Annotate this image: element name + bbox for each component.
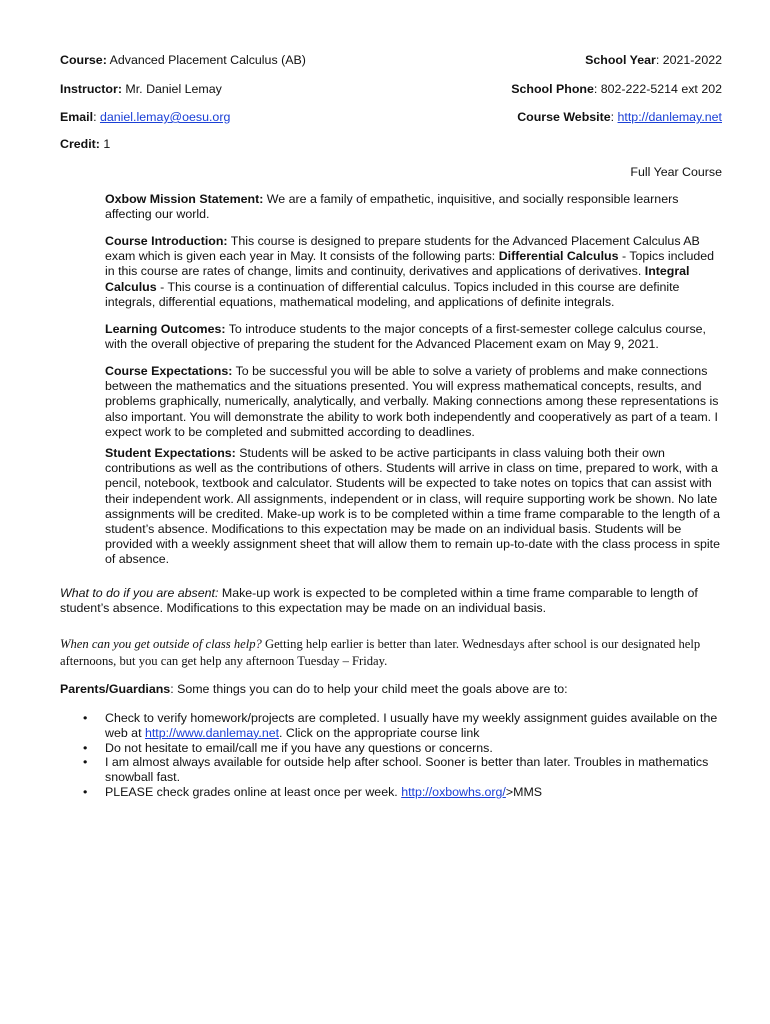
item-text-tail: . Click on the appropriate course link [279,725,480,740]
student-expectations-label: Student Expectations: [105,446,236,460]
help-label: When can you get outside of class help? [60,637,262,651]
header-row-2 [60,81,722,97]
header-row-1 [60,52,722,68]
student-expectations-text: Students will be asked to be active participants in class valuing both their own contributions as well as the contributions of others. Students will arrive in class on time, prepared to work, with a pencil, notebook, textbook and calculator. Students will be expected to take notes on topics that can assist with their independent work. All assignments, independent or in class, will require supporting work be shown. No late assignments will be credited. Make-up work is to be completed within a time frame comparable to the length of a student’s absence. Modifications to this expectation may be made on an individual basis. Students will be provided with a weekly assignment sheet that will allow them to remain up-to-date with the class process in spite of absence. [105,446,721,567]
instructor-value: Mr. Daniel Lemay [125,82,222,96]
school-year-value: : 2021-2022 [655,53,722,67]
list-item [60,711,724,741]
school-year-label: School Year [585,53,656,67]
course-expectations-label: Course Expectations: [105,364,233,378]
header-row-5 [60,164,722,180]
email-sep: : [93,110,97,124]
learning-outcomes [105,322,725,352]
course-introduction [105,234,725,310]
list-item [60,785,724,800]
course-website-link[interactable]: http://danlemay.net [617,110,722,124]
item-text-tail: >MMS [505,784,543,799]
email-field [60,109,230,125]
header-row-3 [60,109,722,125]
oxbowhs-link[interactable]: http://oxbowhs.org/ [401,784,506,799]
differential-calculus-text: - Topics included in this course are rates of change, limits and continuity, derivatives and applications of derivatives. [105,249,715,279]
bullet-icon: • [83,755,88,770]
course-website-field [517,109,722,125]
absent-text: Make-up work is expected to be completed within a time frame comparable to length of student’s absence. Modifications to this expectation may be made on an individual basis. [60,586,698,616]
integral-calculus-text: - This course is a continuation of differential calculus. Topics included in this course are definite integrals, differential equations, mathematical modeling, and applications of definite integrals. [105,279,680,309]
instructor-field [60,81,222,97]
list-item [60,741,724,756]
outcomes-label: Learning Outcomes: [105,322,226,336]
help-section [60,636,724,670]
parents-text: : Some things you can do to help your child meet the goals above are to: [170,682,568,696]
bullet-icon: • [83,784,88,799]
parents-list [60,711,724,800]
bullet-icon: • [83,740,88,755]
instructor-label: Instructor: [60,82,122,96]
school-phone-value: : 802-222-5214 ext 202 [593,82,722,96]
item-text: Do not hesitate to email/call me if you have any questions or concerns. [105,740,493,755]
course-label: Course: [60,53,107,67]
website-sep: : [610,110,615,124]
absent-section [60,586,724,616]
item-text: Check to verify homework/projects are completed. I usually have my weekly assignment guides available on the web at [105,711,718,740]
full-year-course: Full Year Course [630,165,722,179]
item-text: PLEASE check grades online at least once per week. [105,784,398,799]
course-field [60,52,306,68]
absent-label: What to do if you are absent: [60,586,219,600]
danlemay-link[interactable]: http://www.danlemay.net [144,725,280,740]
mission-statement [105,192,725,222]
outcomes-text: To introduce students to the major concepts of a first-semester college calculus course, with the overall objective of preparing the student for the Advanced Placement exam on May 9, 2021. [105,322,706,352]
integral-calculus-label: Integral Calculus [105,264,690,294]
item-text: I am almost always available for outside help after school. Sooner is better than later. Troubles in mathematics snowball fast. [105,755,709,785]
mission-text: We are a family of empathetic, inquisitive, and socially responsible learners affecting our world. [105,192,679,222]
school-phone-field [511,81,722,97]
introduction-label: Course Introduction: [105,234,228,248]
email-label: Email [60,110,94,124]
bullet-icon: • [83,711,88,725]
header-row-4 [60,136,722,152]
credit-field [60,136,110,152]
school-phone-label: School Phone [511,82,594,96]
course-website-label: Course Website [517,110,611,124]
list-item [60,755,724,785]
parents-label: Parents/Guardians [60,682,171,696]
course-value: Advanced Placement Calculus (AB) [109,53,306,67]
credit-label: Credit: [60,137,100,151]
introduction-text: This course is designed to prepare students for the Advanced Placement Calculus AB exam which is given each year in May. It consists of the following parts: [105,234,700,264]
student-expectations [105,446,725,568]
credit-value: 1 [103,137,111,151]
differential-calculus-label: Differential Calculus [498,249,619,264]
school-year-field [585,52,722,68]
course-expectations-text: To be successful you will be able to solve a variety of problems and make connections between the mathematics and the situations presented. You will express mathematical concepts, results, and problems graphically, numerically, analytically, and verbally. Making connections among these representations is also important. You will demonstrate the ability to work both independently and cooperatively as part of a team. I expect work to be completed and submitted according to deadlines. [105,364,719,439]
help-text: Getting help earlier is better than later. Wednesdays after school is our designated help afternoons, but you can get help any afternoon Tuesday – Friday. [60,637,701,668]
course-expectations [105,364,725,440]
email-link[interactable]: daniel.lemay@oesu.org [99,110,231,124]
mission-label: Oxbow Mission Statement: [105,192,264,206]
parents-section [60,682,724,697]
